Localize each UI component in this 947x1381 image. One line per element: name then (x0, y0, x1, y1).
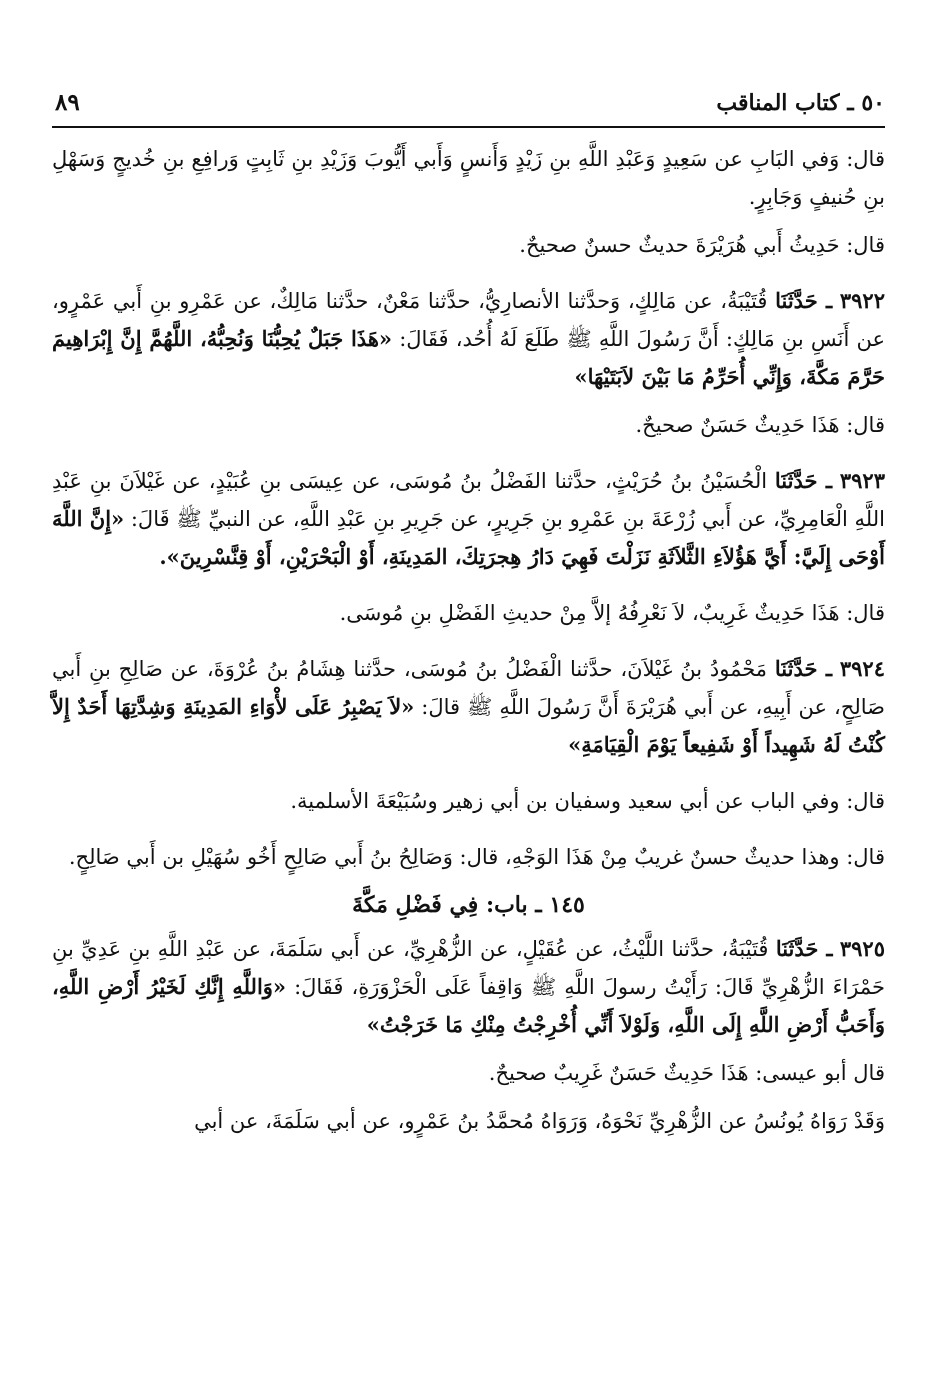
page-header (55, 80, 885, 116)
paragraph (52, 226, 885, 264)
hadith-isnad: مَحْمُودُ بنُ غَيْلاَنَ، حدَّثنا الْفَضْلُ بنُ مُوسَى، حدَّثنا هِشَامُ بنُ عُرْوَةَ، عن صَالِحِ بنِ أَبي صَالِحٍ، عن أَبِيهِ، عن أَبي هُرَيْرَةَ أَنَّ رَسُولَ اللَّهِ ﷺ قالَ: (52, 657, 885, 719)
paragraph (52, 838, 885, 876)
paragraph (52, 782, 885, 820)
hadith-isnad: الْحُسَيْنُ بنُ حُرَيْثٍ، حدَّثنا الفَضْلُ بنُ مُوسَى، عن عِيسَى بنِ عُبَيْدٍ، عن غَيْلاَنَ بنِ عَبْدِ اللَّهِ الْعَامِرِيِّ، عن أَبي زُرْعَةَ بنِ عَمْرِو بنِ جَرِيرٍ، عن جَرِيرِ بنِ عَبْدِ اللَّهِ، عن النبيِّ ﷺ قَالَ: (52, 469, 885, 531)
hadith-matn: «لاَ يَصْبِرُ عَلَى لأْوَاءِ المَدِينَةِ وَشِدَّتِهَا أَحَدٌ إِلاَّ كُنْتُ لَهُ شَهِيداً أَوْ شَفِيعاً يَوْمَ الْقِيَامَةِ» (52, 694, 885, 757)
hadith-3924 (52, 650, 885, 764)
hadith-isnad: قُتَيْبَةُ، حدَّثنا اللَّيْثُ، عن عُقَيْلٍ، عن الزُّهْرِيِّ، عن أَبي سَلَمَةَ، عن عَبْدِ اللَّهِ بنِ عَدِيِّ بنِ حَمْرَاءَ الزُّهْرِيِّ قَالَ: رَأَيْتُ رسولَ اللَّهِ ﷺ وَاقِفاً عَلَى الْحَزْوَرَةِ، فَقَالَ: (52, 937, 886, 999)
hadith-lead: ـ حَدَّثَنَا (774, 656, 833, 681)
hadith-lead: ـ حَدَّثَنَا (775, 936, 833, 961)
paragraph-text: قال: هَذَا حَدِيثٌ حَسَنٌ صحيحٌ. (635, 413, 885, 437)
paragraph-text: وَقَدْ رَوَاهُ يُونُسُ عن الزُّهْرِيِّ نَحْوَهُ، وَرَوَاهُ مُحمَّدُ بنُ عَمْرٍو، عن أبي سَلَمَةَ، عن أبي (194, 1109, 885, 1133)
page-number: ٨٩ (55, 89, 80, 116)
paragraph (52, 1054, 885, 1092)
hadith-number: ٣٩٢٥ (839, 936, 885, 961)
hadith-number: ٣٩٢٤ (839, 656, 885, 681)
hadith-matn: «هَذَا جَبَلٌ يُحِبُّنَا وَنُحِبُّهُ، اللَّهُمَّ إِنَّ إِبْرَاهِيمَ حَرَّمَ مَكَّةَ، وَإِنِّي أُحَرِّمُ مَا بَيْنَ لاَبَتَيْهَا» (52, 326, 885, 389)
hadith-lead: ـ حَدَّثَنَا (774, 468, 833, 493)
hadith-number: ٣٩٢٢ (839, 288, 885, 313)
hadith-matn: «وَاللَّهِ إِنَّكِ لَخَيْرُ أَرْضِ اللَّهِ، وَأَحَبُّ أَرْضِ اللَّهِ إِلَى اللَّهِ، وَلَوْلاَ أَنِّي أُخْرِجْتُ مِنْكِ مَا خَرَجْتُ» (52, 974, 885, 1037)
chapter-title: ٥٠ ـ كتاب المناقب (716, 90, 885, 116)
hadith-number: ٣٩٢٣ (839, 468, 885, 493)
chapter-heading: ١٤٥ ـ باب: فِي فَضْلِ مَكَّةَ (352, 892, 585, 918)
paragraph-text: قال: وهذا حديثٌ حسنٌ غريبٌ مِنْ هَذَا الوَجْهِ، قال: وَصَالِحُ بنُ أَبي صَالِحٍ أَخُو سُهَيْلِ بن أَبي صَالِحٍ. (68, 845, 885, 869)
paragraph-text: قال: حَدِيثُ أَبي هُرَيْرَةَ حديثٌ حسنٌ صحيحٌ. (519, 233, 885, 257)
hadith-3923 (52, 462, 885, 576)
hadith-lead: ـ حَدَّثَنَا (775, 288, 833, 313)
paragraph-text: قال أبو عيسى: هَذَا حَدِيثٌ حَسَنٌ غَرِيبٌ صحيحٌ. (488, 1061, 885, 1085)
paragraph (52, 140, 885, 216)
paragraph-text: قال: وفي الباب عن أبي سعيد وسفيان بن أبي زهير وسُبَيْعَةَ الأسلمية. (290, 789, 885, 813)
hadith-isnad: قُتَيْبَةُ، عن مَالِكٍ، وَحدَّثنا الأنصارِيُّ، حدَّثنا مَعْنٌ، حدَّثنا مَالِكٌ، عن عَمْرِو بنِ أَبي عَمْرٍو، عن أَنَسِ بنِ مَالِكٍ: أَنَّ رَسُولَ اللَّهِ ﷺ طَلَعَ لَهُ أُحُد، فَقَالَ: (52, 289, 885, 351)
hadith-3922 (52, 282, 885, 396)
hadith-matn: «إِنَّ اللَّهَ أَوْحَى إِلَيَّ: أَيَّ هَؤُلاَءِ الثَّلاَثَةِ نَزَلْتَ فَهِيَ دَارُ هِجرَتِكَ، المَدِينَةِ، أَوْ الْبَحْرَيْنِ، أَوْ قِنَّسْرِينَ». (52, 506, 885, 569)
paragraph-text: قال: وَفي البَابِ عن سَعِيدٍ وَعَبْدِ اللَّهِ بنِ زَيْدٍ وَأَنسٍ وَأَبي أَيُّوبَ وَزَيْدِ بنِ ثَابِتٍ وَرافِعِ بنِ خُديجٍ وَسَهْلِ بنِ حُنيفٍ وَجَابِرٍ. (52, 147, 885, 209)
header-rule (52, 126, 885, 128)
paragraph (52, 1102, 885, 1140)
page-body (52, 140, 885, 1150)
paragraph (52, 594, 885, 632)
paragraph-text: قال: هَذَا حَدِيثٌ غَرِيبٌ، لاَ نَعْرِفُهُ إلاَّ مِنْ حديثِ الفَضْلِ بنِ مُوسَى. (339, 601, 885, 625)
paragraph (52, 406, 885, 444)
hadith-3925 (52, 930, 885, 1044)
